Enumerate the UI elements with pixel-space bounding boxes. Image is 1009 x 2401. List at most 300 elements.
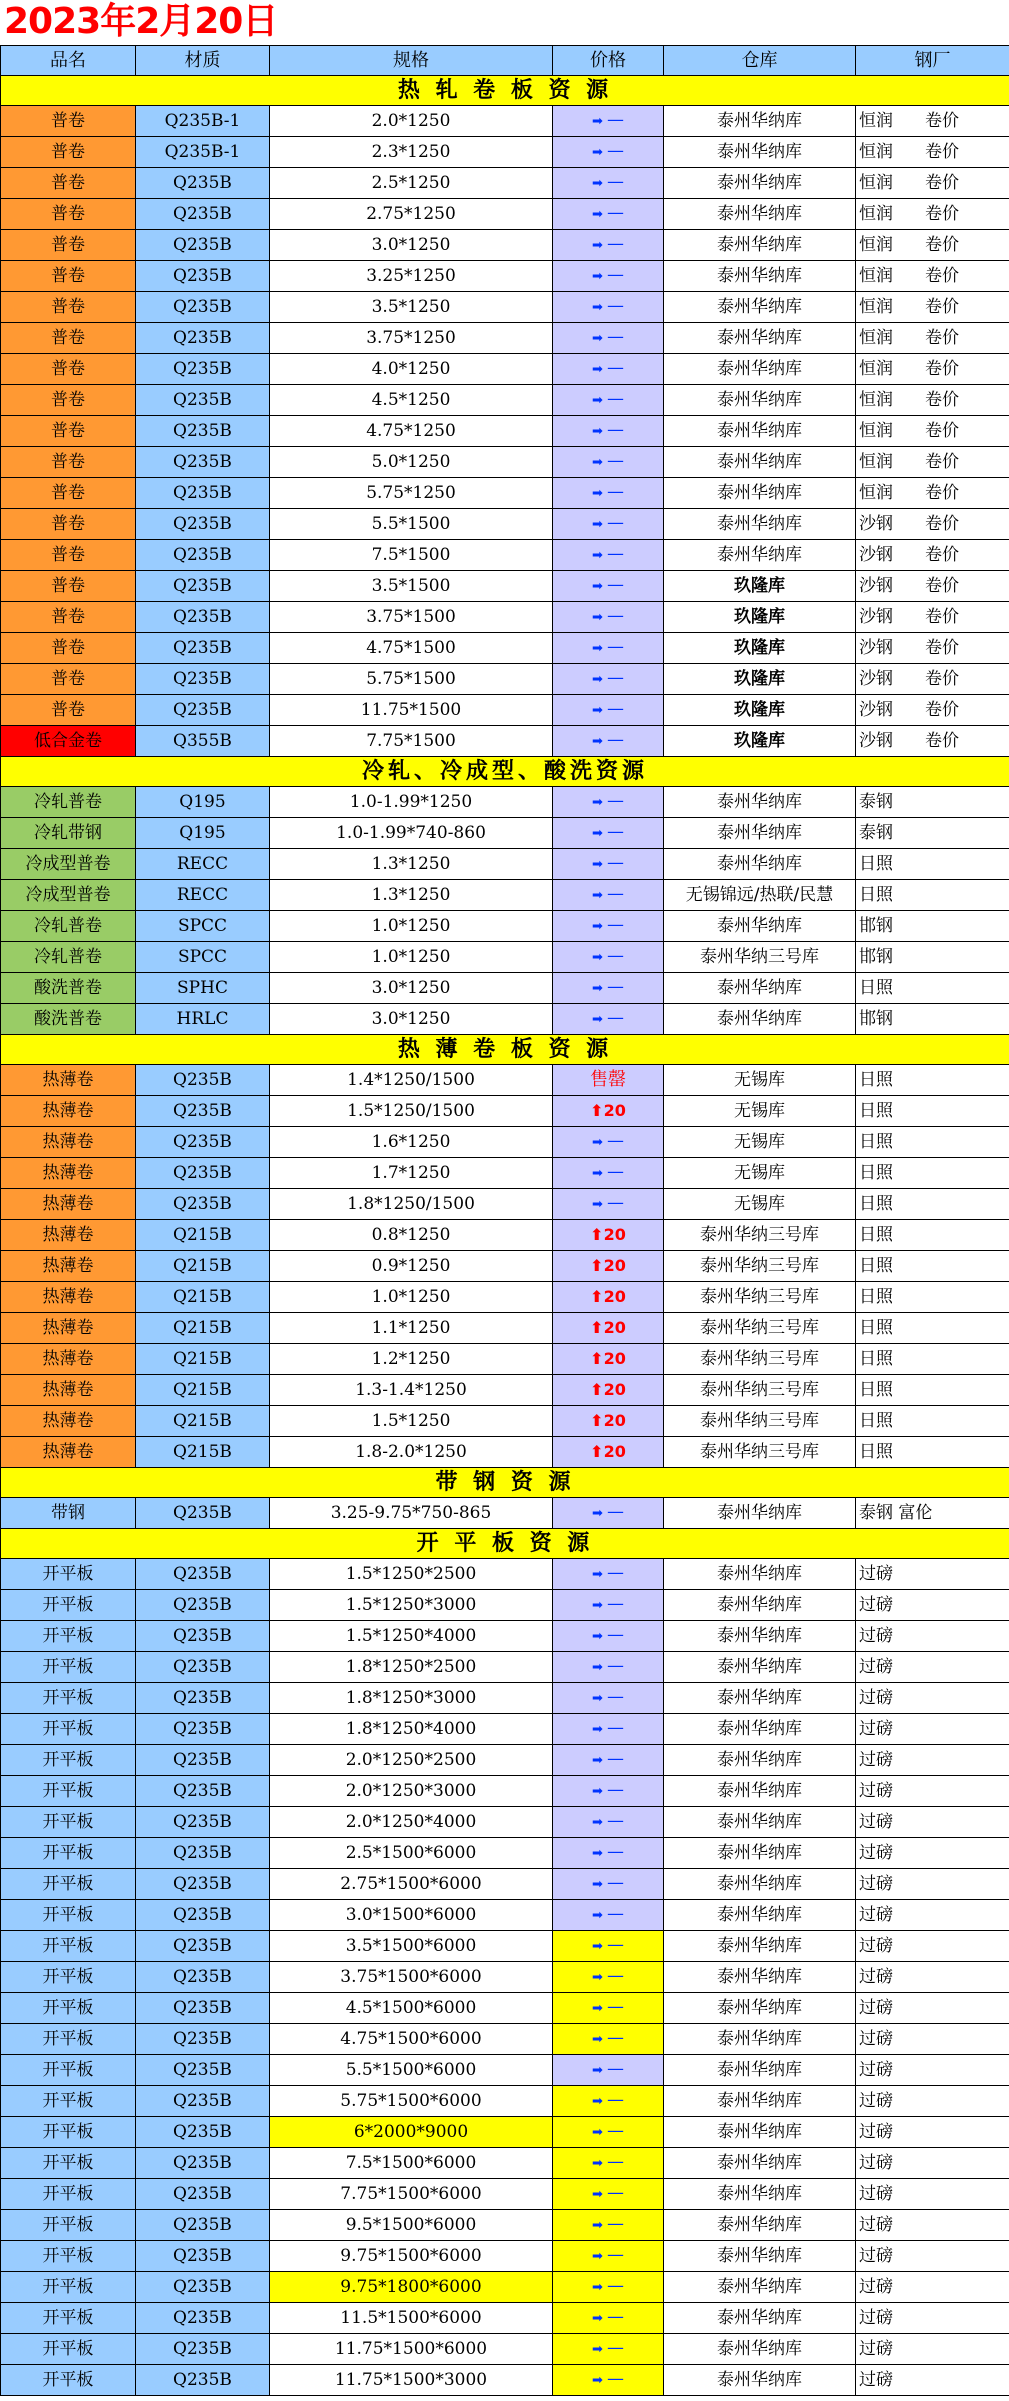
table-row <box>1 1590 1009 1621</box>
warehouse-label: 泰州华纳库 <box>717 482 802 503</box>
table-row <box>1 571 1009 602</box>
mill-label: 过磅 <box>859 2245 893 2266</box>
mill-cell <box>856 1282 1009 1313</box>
right-arrow-icon: ➡ <box>592 1908 603 1923</box>
warehouse-cell <box>664 849 856 880</box>
spec-cell: 9.5*1500*6000 <box>270 2210 553 2241</box>
price-cell <box>553 1189 664 1220</box>
table-row <box>1 1559 1009 1590</box>
material-cell: Q235B <box>136 1652 270 1683</box>
right-arrow-icon: ➡ <box>592 2094 603 2109</box>
spec-cell: 2.75*1500*6000 <box>270 1869 553 1900</box>
mill-label: 过磅 <box>859 1780 893 1801</box>
mill-cell <box>856 385 1009 416</box>
material-cell: SPHC <box>136 973 270 1004</box>
mill-label: 日照 <box>859 1069 893 1090</box>
up-arrow-icon: ⬆ <box>590 1411 604 1430</box>
mill-label: 日照 <box>859 1193 893 1214</box>
warehouse-label: 泰州华纳库 <box>717 1780 802 1801</box>
right-arrow-icon: ➡ <box>592 1846 603 1861</box>
warehouse-label: 泰州华纳库 <box>717 1749 802 1770</box>
mill-cell <box>856 695 1009 726</box>
material-cell: RECC <box>136 880 270 911</box>
warehouse-label: 泰州华纳库 <box>717 1966 802 1987</box>
product-name-cell: 普卷 <box>1 602 136 633</box>
price-basis-label: 卷价 <box>925 575 959 596</box>
mill-cell <box>856 2334 1009 2365</box>
spec-cell: 2.0*1250*3000 <box>270 1776 553 1807</box>
mill-cell <box>856 1375 1009 1406</box>
product-name-cell: 普卷 <box>1 478 136 509</box>
table-row <box>1 168 1009 199</box>
warehouse-cell <box>664 2117 856 2148</box>
material-cell: Q235B <box>136 478 270 509</box>
price-flat-dash: — <box>606 2090 624 2110</box>
warehouse-label: 泰州华纳三号库 <box>700 1255 819 1276</box>
warehouse-cell <box>664 1220 856 1251</box>
material-cell: Q235B <box>136 2365 270 2396</box>
price-basis-label: 卷价 <box>925 389 959 410</box>
material-cell: Q235B <box>136 292 270 323</box>
table-row <box>1 2272 1009 2303</box>
material-cell: Q235B <box>136 1838 270 1869</box>
material-cell: Q235B <box>136 2055 270 2086</box>
price-flat-dash: — <box>606 1749 624 1769</box>
price-change-value: 20 <box>603 1225 626 1244</box>
price-cell <box>553 1621 664 1652</box>
price-basis-label: 卷价 <box>925 606 959 627</box>
mill-cell <box>856 1127 1009 1158</box>
mill-label: 恒润 <box>859 451 893 472</box>
spec-cell: 3.0*1500*6000 <box>270 1900 553 1931</box>
product-name-cell: 开平板 <box>1 2024 136 2055</box>
table-row <box>1 1096 1009 1127</box>
price-cell <box>553 695 664 726</box>
material-cell: Q215B <box>136 1282 270 1313</box>
table-row <box>1 2334 1009 2365</box>
product-name-cell: 开平板 <box>1 1993 136 2024</box>
material-cell: Q235B <box>136 323 270 354</box>
mill-cell <box>856 1406 1009 1437</box>
material-cell: Q235B <box>136 199 270 230</box>
price-flat-dash: — <box>606 1656 624 1676</box>
warehouse-cell <box>664 2334 856 2365</box>
spec-cell: 0.9*1250 <box>270 1251 553 1282</box>
price-cell <box>553 1683 664 1714</box>
up-arrow-icon: ⬆ <box>590 1442 604 1461</box>
spec-cell: 4.75*1500 <box>270 633 553 664</box>
right-arrow-icon: ➡ <box>592 1135 603 1150</box>
price-cell <box>553 664 664 695</box>
warehouse-cell <box>664 509 856 540</box>
right-arrow-icon: ➡ <box>592 331 603 346</box>
price-flat-dash: — <box>606 327 624 347</box>
header-name: 品名 <box>1 46 136 76</box>
material-cell: Q235B <box>136 2024 270 2055</box>
right-arrow-icon: ➡ <box>592 2280 603 2295</box>
price-cell <box>553 261 664 292</box>
warehouse-label: 泰州华纳三号库 <box>700 1441 819 1462</box>
table-row <box>1 1004 1009 1035</box>
table-row <box>1 695 1009 726</box>
table-row <box>1 292 1009 323</box>
price-flat-dash: — <box>606 1718 624 1738</box>
table-row <box>1 447 1009 478</box>
price-flat-dash: — <box>606 2152 624 2172</box>
spec-cell: 5.0*1250 <box>270 447 553 478</box>
product-name-cell: 热薄卷 <box>1 1065 136 1096</box>
spec-cell: 3.0*1250 <box>270 1004 553 1035</box>
price-flat-dash: — <box>606 822 624 842</box>
price-cell <box>553 1251 664 1282</box>
warehouse-label: 泰州华纳库 <box>717 1625 802 1646</box>
mill-cell <box>856 2117 1009 2148</box>
product-name-cell: 普卷 <box>1 323 136 354</box>
table-row <box>1 1127 1009 1158</box>
spec-cell: 2.5*1500*6000 <box>270 1838 553 1869</box>
mill-cell <box>856 230 1009 261</box>
warehouse-cell <box>664 2272 856 2303</box>
warehouse-cell <box>664 695 856 726</box>
warehouse-label: 泰州华纳库 <box>717 2090 802 2111</box>
mill-label: 过磅 <box>859 1718 893 1739</box>
warehouse-label: 泰州华纳库 <box>717 1904 802 1925</box>
mill-cell <box>856 1065 1009 1096</box>
price-flat-dash: — <box>606 265 624 285</box>
material-cell: Q215B <box>136 1313 270 1344</box>
spec-cell: 5.75*1500 <box>270 664 553 695</box>
right-arrow-icon: ➡ <box>592 2249 603 2264</box>
warehouse-label: 泰州华纳库 <box>717 822 802 843</box>
table-row <box>1 416 1009 447</box>
mill-label: 日照 <box>859 1317 893 1338</box>
product-name-cell: 酸洗普卷 <box>1 973 136 1004</box>
price-cell <box>553 1406 664 1437</box>
price-table <box>0 45 1009 2396</box>
price-basis-label: 卷价 <box>925 668 959 689</box>
product-name-cell: 热薄卷 <box>1 1189 136 1220</box>
product-name-cell: 普卷 <box>1 199 136 230</box>
warehouse-label: 泰州华纳库 <box>717 451 802 472</box>
warehouse-cell <box>664 973 856 1004</box>
price-flat-dash: — <box>606 2276 624 2296</box>
product-name-cell: 开平板 <box>1 1714 136 1745</box>
warehouse-cell <box>664 1807 856 1838</box>
price-flat-dash: — <box>606 172 624 192</box>
warehouse-label: 泰州华纳库 <box>717 1811 802 1832</box>
table-row <box>1 261 1009 292</box>
warehouse-label: 泰州华纳库 <box>717 2059 802 2080</box>
table-row <box>1 2024 1009 2055</box>
table-row <box>1 1375 1009 1406</box>
mill-cell <box>856 292 1009 323</box>
warehouse-cell <box>664 1962 856 1993</box>
table-row <box>1 1158 1009 1189</box>
price-basis-label: 卷价 <box>925 141 959 162</box>
table-row <box>1 137 1009 168</box>
material-cell: Q235B <box>136 1869 270 1900</box>
section-title: 带 钢 资 源 <box>1 1468 1009 1498</box>
mill-label: 过磅 <box>859 1873 893 1894</box>
warehouse-cell <box>664 416 856 447</box>
spec-cell: 5.75*1500*6000 <box>270 2086 553 2117</box>
warehouse-label: 泰州华纳库 <box>717 1997 802 2018</box>
mill-cell <box>856 2179 1009 2210</box>
warehouse-cell <box>664 571 856 602</box>
right-arrow-icon: ➡ <box>592 672 603 687</box>
price-flat-dash: — <box>606 915 624 935</box>
warehouse-cell <box>664 385 856 416</box>
material-cell: RECC <box>136 849 270 880</box>
product-name-cell: 冷轧普卷 <box>1 942 136 973</box>
price-change-value: 20 <box>603 1101 626 1120</box>
mill-label: 过磅 <box>859 1625 893 1646</box>
price-flat-dash: — <box>606 110 624 130</box>
product-name-cell: 普卷 <box>1 385 136 416</box>
table-row <box>1 1683 1009 1714</box>
spec-cell: 5.75*1250 <box>270 478 553 509</box>
right-arrow-icon: ➡ <box>592 362 603 377</box>
price-cell <box>553 1282 664 1313</box>
price-flat-dash: — <box>606 513 624 533</box>
mill-cell <box>856 1220 1009 1251</box>
spec-cell: 11.5*1500*6000 <box>270 2303 553 2334</box>
warehouse-cell <box>664 261 856 292</box>
product-name-cell: 普卷 <box>1 168 136 199</box>
table-row <box>1 1251 1009 1282</box>
product-name-cell: 普卷 <box>1 354 136 385</box>
price-flat-dash: — <box>606 1193 624 1213</box>
product-name-cell: 开平板 <box>1 2148 136 2179</box>
mill-label: 日照 <box>859 1100 893 1121</box>
mill-cell <box>856 1900 1009 1931</box>
warehouse-label: 泰州华纳三号库 <box>700 1286 819 1307</box>
price-cell <box>553 199 664 230</box>
product-name-cell: 热薄卷 <box>1 1158 136 1189</box>
right-arrow-icon: ➡ <box>592 2342 603 2357</box>
product-name-cell: 开平板 <box>1 1962 136 1993</box>
price-flat-dash: — <box>606 884 624 904</box>
price-cell <box>553 1931 664 1962</box>
price-cell <box>553 1498 664 1529</box>
warehouse-cell <box>664 540 856 571</box>
mill-label: 恒润 <box>859 141 893 162</box>
mill-label: 过磅 <box>859 2152 893 2173</box>
warehouse-label: 泰州华纳库 <box>717 141 802 162</box>
right-arrow-icon: ➡ <box>592 795 603 810</box>
product-name-cell: 冷成型普卷 <box>1 849 136 880</box>
price-cell <box>553 385 664 416</box>
price-flat-dash: — <box>606 482 624 502</box>
right-arrow-icon: ➡ <box>592 2187 603 2202</box>
warehouse-label: 泰州华纳库 <box>717 2028 802 2049</box>
price-flat-dash: — <box>606 791 624 811</box>
mill-label: 过磅 <box>859 1563 893 1584</box>
price-flat-dash: — <box>606 2028 624 2048</box>
spec-cell: 11.75*1500 <box>270 695 553 726</box>
warehouse-label: 泰州华纳库 <box>717 2121 802 2142</box>
right-arrow-icon: ➡ <box>592 517 603 532</box>
mill-cell <box>856 1251 1009 1282</box>
mill-cell <box>856 602 1009 633</box>
price-cell <box>553 849 664 880</box>
material-cell: Q235B <box>136 1776 270 1807</box>
price-cell <box>553 602 664 633</box>
warehouse-cell <box>664 1931 856 1962</box>
product-name-cell: 开平板 <box>1 1745 136 1776</box>
warehouse-cell <box>664 168 856 199</box>
table-row <box>1 2117 1009 2148</box>
material-cell: Q235B <box>136 2086 270 2117</box>
right-arrow-icon: ➡ <box>592 1166 603 1181</box>
mill-label: 过磅 <box>859 1904 893 1925</box>
mill-label: 过磅 <box>859 1749 893 1770</box>
table-row <box>1 2241 1009 2272</box>
mill-label: 日照 <box>859 884 893 905</box>
price-cell <box>553 2272 664 2303</box>
right-arrow-icon: ➡ <box>592 300 603 315</box>
section-header-row <box>1 1035 1009 1065</box>
right-arrow-icon: ➡ <box>592 1722 603 1737</box>
mill-cell <box>856 2210 1009 2241</box>
product-name-cell: 开平板 <box>1 1590 136 1621</box>
product-name-cell: 普卷 <box>1 230 136 261</box>
table-row <box>1 509 1009 540</box>
warehouse-cell <box>664 354 856 385</box>
mill-cell <box>856 1652 1009 1683</box>
material-cell: Q235B <box>136 1158 270 1189</box>
product-name-cell: 热薄卷 <box>1 1406 136 1437</box>
table-row <box>1 2365 1009 2396</box>
table-row <box>1 973 1009 1004</box>
warehouse-cell <box>664 1158 856 1189</box>
table-row <box>1 1282 1009 1313</box>
warehouse-label: 泰州华纳库 <box>717 544 802 565</box>
mill-cell <box>856 1313 1009 1344</box>
price-basis-label: 卷价 <box>925 513 959 534</box>
spec-cell: 2.0*1250 <box>270 106 553 137</box>
right-arrow-icon: ➡ <box>592 393 603 408</box>
price-cell <box>553 540 664 571</box>
up-arrow-icon: ⬆ <box>590 1287 604 1306</box>
price-flat-dash: — <box>606 358 624 378</box>
price-flat-dash: — <box>606 1966 624 1986</box>
spec-cell: 1.0-1.99*740-860 <box>270 818 553 849</box>
spec-cell: 4.5*1500*6000 <box>270 1993 553 2024</box>
price-basis-label: 卷价 <box>925 637 959 658</box>
warehouse-cell <box>664 1406 856 1437</box>
spec-cell: 2.75*1250 <box>270 199 553 230</box>
right-arrow-icon: ➡ <box>592 1012 603 1027</box>
right-arrow-icon: ➡ <box>592 919 603 934</box>
spec-cell: 9.75*1800*6000 <box>270 2272 553 2303</box>
material-cell: Q235B-1 <box>136 106 270 137</box>
mill-cell <box>856 1437 1009 1468</box>
warehouse-label: 泰州华纳三号库 <box>700 1379 819 1400</box>
warehouse-label: 泰州华纳库 <box>717 420 802 441</box>
warehouse-label: 泰州华纳库 <box>717 2338 802 2359</box>
price-cell <box>553 2303 664 2334</box>
price-cell <box>553 1714 664 1745</box>
section-title: 热 薄 卷 板 资 源 <box>1 1035 1009 1065</box>
price-cell <box>553 2210 664 2241</box>
table-row <box>1 323 1009 354</box>
product-name-cell: 开平板 <box>1 1776 136 1807</box>
warehouse-label: 泰州华纳库 <box>717 389 802 410</box>
mill-cell <box>856 1096 1009 1127</box>
mill-label: 泰钢 <box>859 791 893 812</box>
material-cell: HRLC <box>136 1004 270 1035</box>
warehouse-label: 泰州华纳库 <box>717 2369 802 2390</box>
warehouse-label: 泰州华纳三号库 <box>700 1224 819 1245</box>
warehouse-cell <box>664 1375 856 1406</box>
mill-label: 恒润 <box>859 203 893 224</box>
price-flat-dash: — <box>606 234 624 254</box>
mill-cell <box>856 1559 1009 1590</box>
table-row <box>1 2148 1009 2179</box>
warehouse-cell <box>664 1344 856 1375</box>
mill-label: 过磅 <box>859 2214 893 2235</box>
header-material: 材质 <box>136 46 270 76</box>
right-arrow-icon: ➡ <box>592 1598 603 1613</box>
table-row <box>1 602 1009 633</box>
spec-cell: 7.75*1500 <box>270 726 553 757</box>
mill-label: 过磅 <box>859 1966 893 1987</box>
table-row <box>1 106 1009 137</box>
table-row <box>1 1498 1009 1529</box>
warehouse-cell <box>664 633 856 664</box>
price-change-value: 20 <box>603 1442 626 1461</box>
material-cell: Q235B <box>136 1931 270 1962</box>
price-flat-dash: — <box>606 1563 624 1583</box>
material-cell: Q235B <box>136 168 270 199</box>
material-cell: Q235B-1 <box>136 137 270 168</box>
price-cell <box>553 2117 664 2148</box>
warehouse-cell <box>664 323 856 354</box>
spec-cell: 1.8*1250*3000 <box>270 1683 553 1714</box>
right-arrow-icon: ➡ <box>592 1691 603 1706</box>
product-name-cell: 开平板 <box>1 2303 136 2334</box>
price-cell <box>553 478 664 509</box>
mill-label: 沙钢 <box>859 668 893 689</box>
up-arrow-icon: ⬆ <box>590 1225 604 1244</box>
warehouse-cell <box>664 2086 856 2117</box>
warehouse-cell <box>664 911 856 942</box>
warehouse-label: 泰州华纳库 <box>717 2276 802 2297</box>
right-arrow-icon: ➡ <box>592 579 603 594</box>
section-header-row <box>1 757 1009 787</box>
section-title: 开 平 板 资 源 <box>1 1529 1009 1559</box>
mill-label: 过磅 <box>859 2338 893 2359</box>
price-basis-label: 卷价 <box>925 451 959 472</box>
right-arrow-icon: ➡ <box>592 207 603 222</box>
material-cell: Q215B <box>136 1437 270 1468</box>
right-arrow-icon: ➡ <box>592 610 603 625</box>
product-name-cell: 热薄卷 <box>1 1313 136 1344</box>
warehouse-label: 玖隆库 <box>734 606 785 627</box>
price-cell <box>553 2334 664 2365</box>
warehouse-label: 泰州华纳三号库 <box>700 946 819 967</box>
table-row <box>1 1869 1009 1900</box>
product-name-cell: 开平板 <box>1 2365 136 2396</box>
mill-cell <box>856 818 1009 849</box>
mill-label: 日照 <box>859 1224 893 1245</box>
product-name-cell: 开平板 <box>1 1807 136 1838</box>
table-row <box>1 478 1009 509</box>
price-change-value: 20 <box>603 1256 626 1275</box>
warehouse-label: 玖隆库 <box>734 699 785 720</box>
spec-cell: 2.0*1250*2500 <box>270 1745 553 1776</box>
